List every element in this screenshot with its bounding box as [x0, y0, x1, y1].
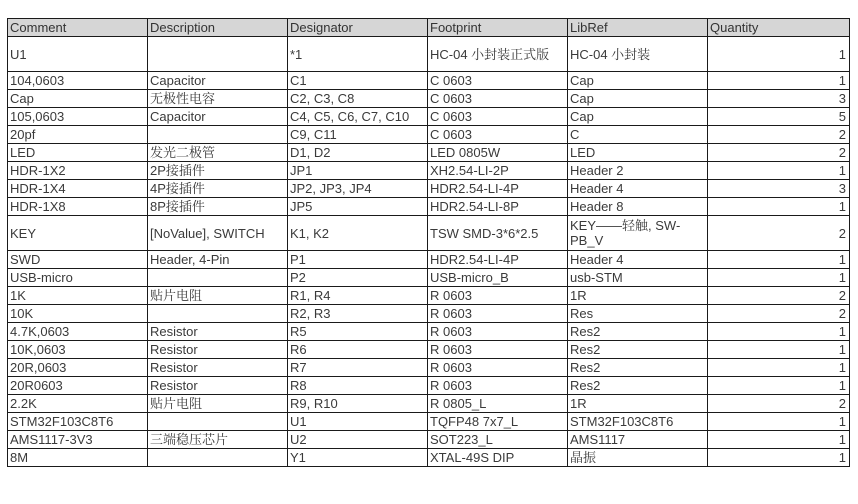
cell-comment: 8M [8, 449, 148, 467]
cell-description: 贴片电阻 [148, 395, 288, 413]
cell-footprint: HDR2.54-LI-4P [428, 180, 568, 198]
cell-quantity: 1 [708, 269, 850, 287]
cell-designator: R2, R3 [288, 305, 428, 323]
cell-footprint: R 0805_L [428, 395, 568, 413]
header-row [8, 19, 850, 37]
cell-quantity: 5 [708, 108, 850, 126]
cell-quantity: 1 [708, 72, 850, 90]
cell-description: 贴片电阻 [148, 287, 288, 305]
cell-comment: Cap [8, 90, 148, 108]
cell-libref: Header 8 [568, 198, 708, 216]
cell-designator: R5 [288, 323, 428, 341]
cell-comment: KEY [8, 216, 148, 251]
cell-libref: Header 2 [568, 162, 708, 180]
table-row [8, 144, 850, 162]
table-row [8, 269, 850, 287]
cell-designator: *1 [288, 37, 428, 72]
cell-libref: LED [568, 144, 708, 162]
table-row [8, 359, 850, 377]
cell-footprint: C 0603 [428, 90, 568, 108]
cell-comment: HDR-1X2 [8, 162, 148, 180]
cell-libref: AMS1117 [568, 431, 708, 449]
cell-designator: K1, K2 [288, 216, 428, 251]
cell-footprint: C 0603 [428, 108, 568, 126]
table-row [8, 395, 850, 413]
cell-comment: 10K,0603 [8, 341, 148, 359]
header-description: Description [148, 19, 288, 37]
cell-designator: R7 [288, 359, 428, 377]
cell-comment: AMS1117-3V3 [8, 431, 148, 449]
table-row [8, 90, 850, 108]
cell-footprint: C 0603 [428, 72, 568, 90]
cell-comment: STM32F103C8T6 [8, 413, 148, 431]
cell-description: 2P接插件 [148, 162, 288, 180]
cell-quantity: 2 [708, 126, 850, 144]
cell-footprint: TQFP48 7x7_L [428, 413, 568, 431]
cell-footprint: XH2.54-LI-2P [428, 162, 568, 180]
cell-footprint: R 0603 [428, 377, 568, 395]
cell-libref: Res [568, 305, 708, 323]
cell-designator: JP2, JP3, JP4 [288, 180, 428, 198]
cell-designator: U2 [288, 431, 428, 449]
cell-designator: R9, R10 [288, 395, 428, 413]
cell-description: 无极性电容 [148, 90, 288, 108]
cell-libref: Cap [568, 108, 708, 126]
cell-designator: Y1 [288, 449, 428, 467]
cell-footprint: TSW SMD-3*6*2.5 [428, 216, 568, 251]
header-quantity: Quantity [708, 19, 850, 37]
table-row [8, 216, 850, 251]
cell-libref: Res2 [568, 377, 708, 395]
cell-description: Capacitor [148, 108, 288, 126]
table-row [8, 37, 850, 72]
cell-libref: C [568, 126, 708, 144]
header-comment: Comment [8, 19, 148, 37]
cell-libref: 晶振 [568, 449, 708, 467]
table-row [8, 198, 850, 216]
table-row [8, 162, 850, 180]
cell-footprint: LED 0805W [428, 144, 568, 162]
cell-libref: usb-STM [568, 269, 708, 287]
bom-table [7, 18, 850, 467]
cell-comment: HDR-1X8 [8, 198, 148, 216]
cell-comment: USB-micro [8, 269, 148, 287]
cell-libref: Header 4 [568, 251, 708, 269]
cell-designator: C1 [288, 72, 428, 90]
cell-description: [NoValue], SWITCH [148, 216, 288, 251]
cell-comment: 105,0603 [8, 108, 148, 126]
cell-designator: P1 [288, 251, 428, 269]
cell-comment: 1K [8, 287, 148, 305]
table-row [8, 287, 850, 305]
cell-quantity: 1 [708, 449, 850, 467]
cell-quantity: 1 [708, 251, 850, 269]
cell-description: 4P接插件 [148, 180, 288, 198]
header-libref: LibRef [568, 19, 708, 37]
cell-comment: 20R,0603 [8, 359, 148, 377]
cell-quantity: 1 [708, 359, 850, 377]
cell-designator: R8 [288, 377, 428, 395]
cell-footprint: USB-micro_B [428, 269, 568, 287]
cell-quantity: 1 [708, 37, 850, 72]
cell-description [148, 413, 288, 431]
cell-designator: JP1 [288, 162, 428, 180]
cell-footprint: SOT223_L [428, 431, 568, 449]
table-row [8, 431, 850, 449]
cell-footprint: R 0603 [428, 305, 568, 323]
cell-quantity: 1 [708, 162, 850, 180]
cell-designator: D1, D2 [288, 144, 428, 162]
cell-comment: 104,0603 [8, 72, 148, 90]
cell-description: Resistor [148, 341, 288, 359]
cell-libref: Res2 [568, 323, 708, 341]
cell-libref: STM32F103C8T6 [568, 413, 708, 431]
cell-footprint: XTAL-49S DIP [428, 449, 568, 467]
table-row [8, 413, 850, 431]
cell-libref: KEY——轻触, SW-PB_V [568, 216, 708, 251]
cell-libref: Cap [568, 90, 708, 108]
cell-quantity: 3 [708, 90, 850, 108]
cell-comment: SWD [8, 251, 148, 269]
cell-quantity: 3 [708, 180, 850, 198]
table-row [8, 449, 850, 467]
cell-footprint: C 0603 [428, 126, 568, 144]
cell-description: Header, 4-Pin [148, 251, 288, 269]
cell-footprint: HDR2.54-LI-8P [428, 198, 568, 216]
table-row [8, 341, 850, 359]
cell-comment: 10K [8, 305, 148, 323]
cell-designator: C2, C3, C8 [288, 90, 428, 108]
cell-libref: HC-04 小封装 [568, 37, 708, 72]
cell-quantity: 1 [708, 198, 850, 216]
cell-description: 三端稳压芯片 [148, 431, 288, 449]
cell-description [148, 37, 288, 72]
cell-description [148, 305, 288, 323]
cell-quantity: 1 [708, 323, 850, 341]
cell-quantity: 2 [708, 216, 850, 251]
cell-description: Resistor [148, 323, 288, 341]
cell-designator: P2 [288, 269, 428, 287]
header-footprint: Footprint [428, 19, 568, 37]
table-body [8, 37, 850, 467]
cell-comment: LED [8, 144, 148, 162]
cell-comment: 2.2K [8, 395, 148, 413]
cell-description: Resistor [148, 377, 288, 395]
cell-designator: C9, C11 [288, 126, 428, 144]
cell-libref: Cap [568, 72, 708, 90]
cell-description: Resistor [148, 359, 288, 377]
cell-comment: 4.7K,0603 [8, 323, 148, 341]
cell-description: 8P接插件 [148, 198, 288, 216]
cell-comment: U1 [8, 37, 148, 72]
cell-libref: Res2 [568, 359, 708, 377]
cell-quantity: 1 [708, 431, 850, 449]
cell-quantity: 2 [708, 395, 850, 413]
table-row [8, 108, 850, 126]
cell-description [148, 449, 288, 467]
cell-libref: 1R [568, 395, 708, 413]
cell-description [148, 126, 288, 144]
cell-description [148, 269, 288, 287]
table-header [8, 19, 850, 37]
cell-designator: JP5 [288, 198, 428, 216]
cell-footprint: HDR2.54-LI-4P [428, 251, 568, 269]
cell-libref: 1R [568, 287, 708, 305]
cell-quantity: 1 [708, 377, 850, 395]
table-row [8, 180, 850, 198]
table-row [8, 305, 850, 323]
cell-libref: Header 4 [568, 180, 708, 198]
table-row [8, 251, 850, 269]
cell-quantity: 1 [708, 413, 850, 431]
header-designator: Designator [288, 19, 428, 37]
cell-quantity: 1 [708, 341, 850, 359]
table-row [8, 377, 850, 395]
cell-libref: Res2 [568, 341, 708, 359]
cell-footprint: R 0603 [428, 341, 568, 359]
cell-designator: R1, R4 [288, 287, 428, 305]
cell-footprint: HC-04 小封装正式版 [428, 37, 568, 72]
table-row [8, 126, 850, 144]
table-row [8, 72, 850, 90]
table-row [8, 323, 850, 341]
cell-designator: U1 [288, 413, 428, 431]
cell-comment: 20R0603 [8, 377, 148, 395]
cell-quantity: 2 [708, 144, 850, 162]
cell-quantity: 2 [708, 287, 850, 305]
cell-comment: 20pf [8, 126, 148, 144]
cell-designator: R6 [288, 341, 428, 359]
cell-footprint: R 0603 [428, 287, 568, 305]
cell-designator: C4, C5, C6, C7, C10 [288, 108, 428, 126]
cell-quantity: 2 [708, 305, 850, 323]
cell-comment: HDR-1X4 [8, 180, 148, 198]
cell-footprint: R 0603 [428, 323, 568, 341]
cell-footprint: R 0603 [428, 359, 568, 377]
cell-description: 发光二极管 [148, 144, 288, 162]
cell-description: Capacitor [148, 72, 288, 90]
